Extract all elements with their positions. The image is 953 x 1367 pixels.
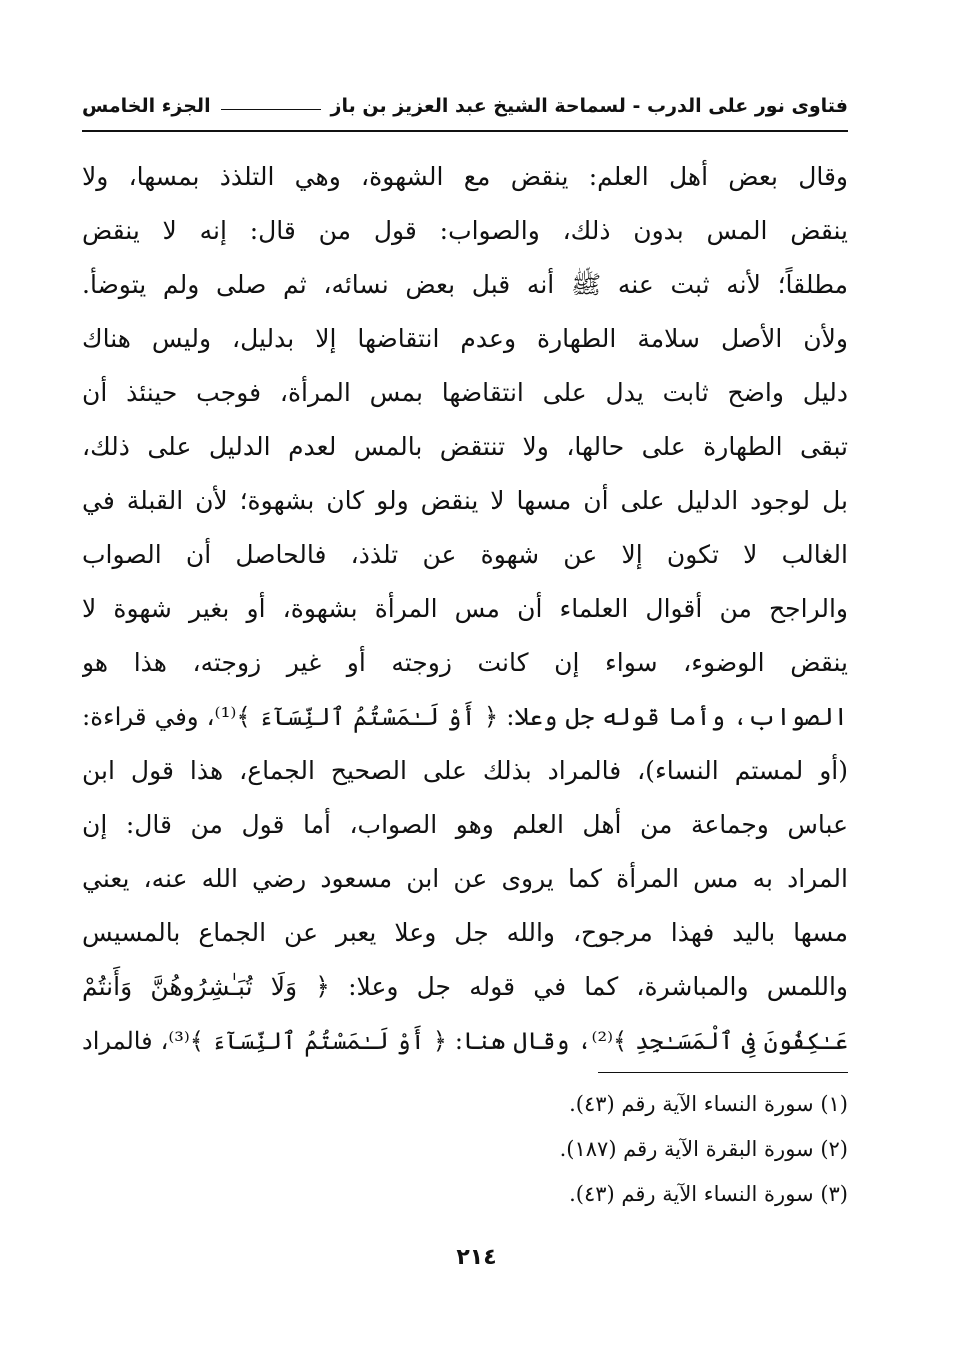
body-line: مطلقاً؛ لأنه ثبت عنه ﷺ أنه قبل بعض نسائه، ثم صلى ولم يتوضأ.: [82, 270, 848, 299]
body-line: وقال بعض أهل العلم: ينقض مع الشهوة، وهي التلذذ بمسها، ولا: [82, 162, 848, 191]
body-line: ولأن الأصل سلامة الطهارة وعدم انتقاضها إلا بدليل، وليس هناك: [82, 324, 848, 353]
header-rule: [82, 130, 848, 132]
footnotes: [348, 1082, 848, 1217]
body-text: [82, 150, 848, 1068]
running-header: [82, 86, 848, 126]
body-line: ينقض الوضوء، سواء إن كانت زوجته أو غير زوجته، هذا هو: [82, 648, 848, 677]
body-line: والراجح من أقوال العلماء أن مس المرأة بشهوة، أو بغير شهوة لا: [82, 594, 848, 623]
footnote: (١) سورة النساء الآية رقم (٤٣).: [569, 1092, 848, 1116]
body-line: بل لوجود الدليل على أن مسها لا ينقض ولو كان بشهوة؛ لأن القبلة في: [82, 486, 848, 515]
body-line: المراد به مس المرأة كما يروى عن ابن مسعود رضي الله عنه، يعني: [82, 864, 848, 893]
footnote: (٢) سورة البقرة الآية رقم (١٨٧).: [559, 1137, 848, 1161]
body-line: تبقى الطهارة على حالها، ولا تنتقض بالمس لعدم الدليل على ذلك،: [82, 432, 848, 461]
body-line: (أو لمستم النساء)، فالمراد بذلك على الصحيح الجماع، هذا قول ابن: [82, 756, 848, 785]
body-line: مسها باليد فهذا مرجوح، والله جل وعلا يعبر عن الجماع بالمسيس: [82, 918, 848, 947]
body-line: ينقض المس بدون ذلك، والصواب: قول من قال: إنه لا ينقض: [82, 216, 848, 245]
header-separator-line: [221, 109, 321, 110]
body-line: دليل واضح ثابت يدل على انتقاضها بمس المرأة، فوجب حينئذ أن: [82, 378, 848, 407]
footnote: (٣) سورة النساء الآية رقم (٤٣).: [569, 1182, 848, 1206]
body-line: الصواب، وأما قوله جل وعلا: ﴿ أَوْ لَـٰمَسْتُمُ ٱلنِّسَآءَ ﴾⁽¹⁾، وفي قراءة:: [82, 702, 848, 731]
body-line: عَـٰكِفُونَ فِى ٱلْمَسَـٰجِدِ ﴾⁽²⁾، وقال هنا: ﴿ أَوْ لَـٰمَسْتُمُ ٱلنِّسَآءَ ﴾⁽³⁾، فالمراد: [82, 1027, 848, 1055]
body-line: واللمس والمباشرة، كما في قوله جل وعلا: ﴿ وَلَا تُبَـٰشِرُوهُنَّ وَأَنتُمْ: [82, 972, 848, 1001]
body-line: الغالب لا تكون إلا عن شهوة عن تلذذ، فالحاصل أن الصواب: [82, 540, 848, 569]
body-line: عباس وجماعة من أهل العلم وهو الصواب، أما قول من قال: إن: [82, 810, 848, 839]
volume-label: الجزء الخامس: [82, 95, 211, 117]
book-title: فتاوى نور على الدرب - لسماحة الشيخ عبد العزيز بن باز: [330, 95, 848, 117]
page-number: ٢١٤: [456, 1245, 497, 1270]
footnote-separator: [598, 1072, 848, 1073]
